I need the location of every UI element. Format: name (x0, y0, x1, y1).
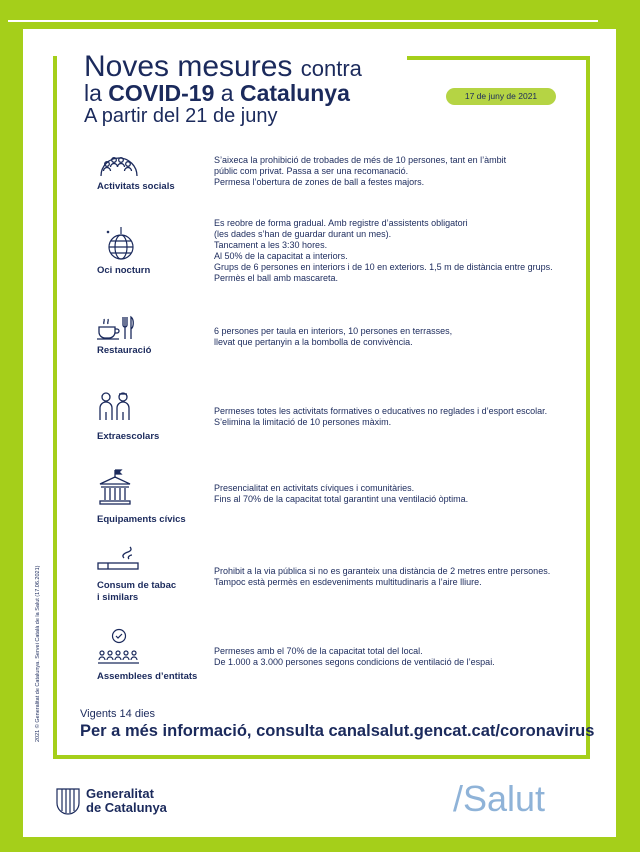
label-consum-tabac (97, 580, 176, 604)
desc-line: De 1.000 a 3.000 persones segons condicions de ventilació de l’espai. (214, 657, 495, 667)
title-line-2 (84, 80, 350, 107)
title-pre: la (84, 80, 109, 106)
desc-line: Presencialitat en activitats cíviques i comunitàries. (214, 483, 415, 493)
desc-line: Grups de 6 persones en interiors i de 10 en exteriors. 1,5 m de distància entre grups. (214, 262, 553, 272)
label-oci-nocturn: Oci nocturn (97, 265, 151, 276)
desc-line: Fins al 70% de la capacitat total garantint una ventilació òptima. (214, 494, 469, 504)
label-consum-tabac-line1: Consum de tabac (97, 580, 177, 591)
salut-logo: /Salut (453, 778, 546, 819)
desc-line: S’elimina la limitació de 10 persones màxim. (214, 417, 392, 427)
label-equipaments-civics: Equipaments cívics (97, 514, 186, 525)
desc-line: Permesa l’obertura de zones de ball a festes majors. (214, 177, 425, 187)
generalitat-logo-icon (55, 787, 81, 820)
civic-building-icon (97, 468, 133, 508)
desc-line: S’aixeca la prohibició de trobades de més de 10 persones, tant en l’àmbit (214, 155, 507, 165)
desc-line: (les dades s’han de guardar durant un mes). (214, 229, 392, 239)
desc-assemblees-entitats (214, 646, 574, 668)
desc-line: Prohibit a la via pública si no es garanteix una distància de 2 metres entre persones. (214, 566, 551, 576)
title-mid: a (214, 80, 240, 106)
desc-line: llevat que pertanyin a la bombolla de convivència. (214, 337, 413, 347)
label-extraescolars: Extraescolars (97, 431, 160, 442)
desc-line: Tampoc està permès en esdeveniments multitudinaris a l’aire lliure. (214, 577, 482, 587)
generalitat-wordmark (86, 787, 167, 815)
people-group-icon (97, 150, 141, 178)
frame-left (53, 56, 57, 759)
label-consum-tabac-line2: i similars (97, 592, 139, 603)
disco-ball-icon (104, 225, 138, 263)
cigarette-icon (96, 546, 142, 574)
top-divider (8, 20, 598, 22)
desc-line: 6 persones per taula en interiors, 10 persones en terrasses, (214, 326, 453, 336)
more-info-link[interactable]: Per a més informació, consulta canalsalut.gencat.cat/coronavirus (80, 722, 595, 740)
subtitle: A partir del 21 de juny (84, 105, 278, 127)
desc-line: Permeses amb el 70% de la capacitat total del local. (214, 646, 423, 656)
title-covid: COVID-19 (108, 80, 215, 106)
side-credit: 2021 © Generalitat de Catalunya. Servei Català de la Salut (17.06.2021) (35, 565, 41, 742)
label-assemblees-entitats: Assemblees d’entitats (97, 671, 198, 682)
generalitat-line1: Generalitat (86, 786, 154, 801)
desc-equipaments-civics (214, 483, 574, 505)
frame-top (407, 56, 590, 60)
desc-activitats-socials (214, 155, 574, 188)
assembly-vote-icon (97, 627, 141, 667)
label-restauracio: Restauració (97, 345, 152, 356)
desc-line: Permès el ball amb mascareta. (214, 273, 339, 283)
desc-line: Al 50% de la capacitat a interiors. (214, 251, 348, 261)
frame-bottom (53, 755, 590, 759)
desc-line: Es reobre de forma gradual. Amb registre d’assistents obligatori (214, 218, 468, 228)
desc-line: Tancament a les 3:30 hores. (214, 240, 328, 250)
desc-consum-tabac (214, 566, 574, 588)
desc-restauracio (214, 326, 574, 348)
title-small: contra (300, 56, 362, 81)
desc-line: públic com privat. Passa a ser una recomanació. (214, 166, 409, 176)
generalitat-line2: de Catalunya (86, 800, 167, 815)
cup-cutlery-icon (96, 315, 136, 341)
frame-right (586, 56, 590, 759)
title-line-1 (84, 50, 362, 84)
desc-line: Permeses totes les activitats formatives o educatives no reglades i d’esport escolar. (214, 406, 548, 416)
desc-extraescolars (214, 406, 574, 428)
date-badge: 17 de juny de 2021 (446, 88, 556, 105)
children-icon (97, 390, 133, 422)
validity-note: Vigents 14 dies (80, 708, 156, 720)
title-catalunya: Catalunya (239, 80, 350, 106)
desc-oci-nocturn (214, 218, 574, 284)
label-activitats-socials: Activitats socials (97, 181, 175, 192)
title-big: Noves mesures (84, 50, 293, 83)
